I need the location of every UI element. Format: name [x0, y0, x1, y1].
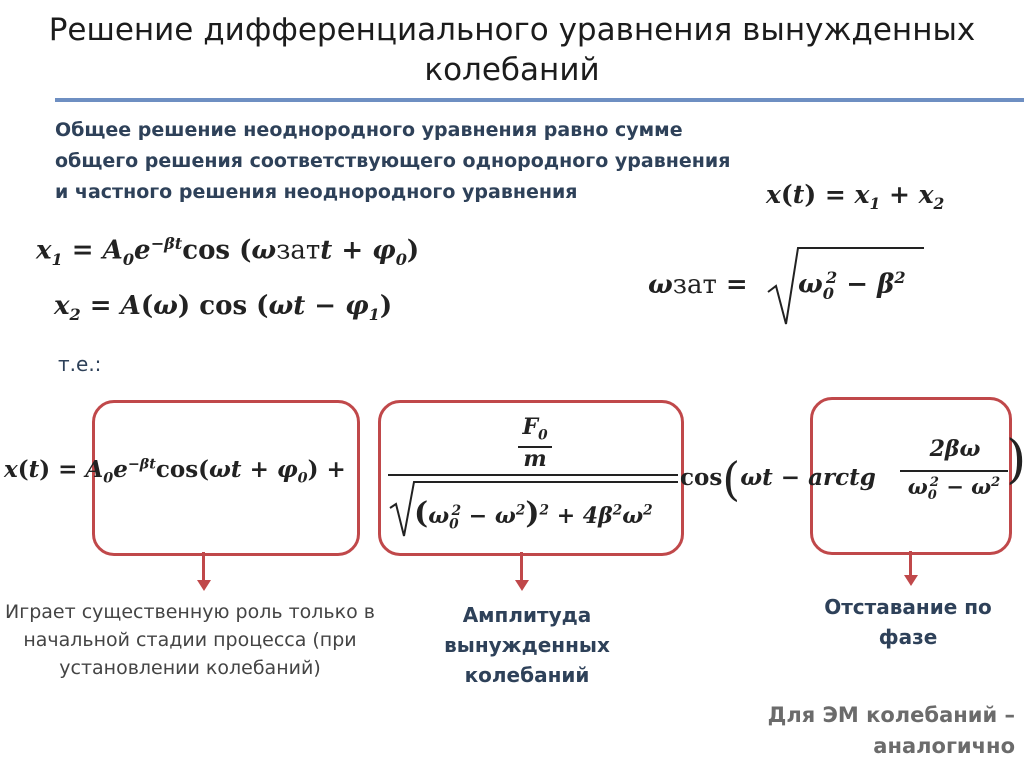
amplitude-denominator: $(\omega_0^2 - \omega^2)^2 + 4\beta^2\omega^2$: [414, 496, 653, 533]
omega-zat-label: зат: [672, 270, 717, 300]
title-line-1: Решение дифференциального уравнения вынужденных: [48, 12, 976, 48]
phase-denominator: $\omega_0^2 - \omega^2$: [907, 474, 1001, 504]
arrow-phase-line: [909, 551, 912, 577]
title-line-2: колебаний: [424, 52, 600, 88]
amplitude-numerator-f0: $F_0$: [522, 414, 548, 444]
intro-line-2: общего решения соответствующего однородного уравнения: [55, 150, 731, 172]
x1-formula: $x_1 = A_0e^{-\beta t}\cos$ (ωзатt + $\varphi_0$): [36, 234, 420, 269]
slide-title: [0, 10, 1024, 90]
intro-line-3: и частного решения неоднородного уравнения: [55, 181, 578, 203]
amplitude-numerator-m: m: [523, 446, 547, 472]
intro-text: [55, 115, 815, 208]
transient-note: Играет существенную роль только в начальной стадии процесса (при установлении колебаний): [5, 601, 375, 679]
phase-cos-part: cos(ωt − arctg: [680, 452, 876, 506]
arrow-transient-line: [202, 552, 205, 582]
omega-zat-radicand: $\omega_0^2 - \beta^2$: [798, 268, 906, 303]
arrow-transient-head: [197, 580, 211, 591]
x2-formula: $x_2 = A(\omega)$ $\cos (\omega t - \varphi_1)$: [54, 291, 393, 325]
intro-line-1: Общее решение неоднородного уравнения равно сумме: [55, 119, 683, 141]
phase-numerator: 2βω: [929, 436, 981, 462]
full-solution-left: $x(t) = A_0e^{-\beta t}\cos(\omega t + \varphi_0)$ +: [4, 456, 346, 487]
title-divider: [55, 98, 1024, 102]
phase-lag-label: Отставание по фазе: [824, 595, 992, 649]
arrow-amplitude-head: [515, 580, 529, 591]
phase-fraction-line: [900, 470, 1008, 472]
phase-closing-paren: ): [1006, 430, 1026, 490]
te-label: т.е.:: [58, 352, 102, 376]
em-oscillations-note: Для ЭМ колебаний – аналогично: [767, 703, 1015, 758]
arrow-amplitude-line: [520, 552, 523, 582]
amplitude-fraction-line: [388, 474, 678, 476]
omega-zat-formula: ωзат =: [648, 270, 748, 300]
amplitude-label: Амплитуда вынужденных колебаний: [444, 603, 610, 687]
general-solution-formula: $x(t) = x_1 + x_2$: [766, 180, 945, 213]
omega-zat-subscript: зат: [276, 235, 321, 266]
arrow-phase-head: [904, 575, 918, 586]
